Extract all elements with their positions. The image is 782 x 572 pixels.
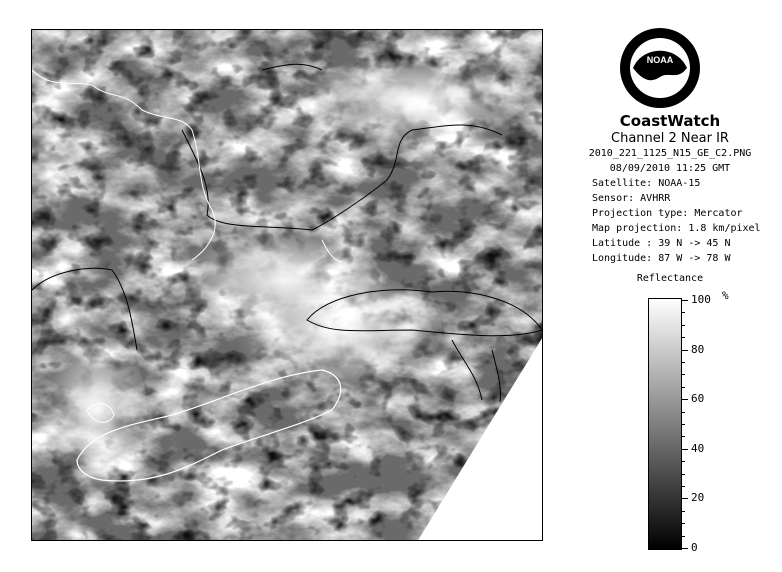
channel-label: Channel 2 Near IR xyxy=(611,131,729,146)
colorbar-tick-label: 100 xyxy=(691,293,711,306)
colorbar-minor-tick xyxy=(682,436,685,437)
colorbar-major-tick xyxy=(682,548,688,549)
colorbar-minor-tick xyxy=(682,461,685,462)
filename-label: 2010_221_1125_N15_GE_C2.PNG xyxy=(588,148,752,159)
colorbar-major-tick xyxy=(682,498,688,499)
logo-center-text: NOAA xyxy=(646,55,674,65)
bright-cloud-mass xyxy=(37,330,147,490)
colorbar-minor-tick xyxy=(682,424,685,425)
reflectance-colorbar xyxy=(648,298,682,550)
colorbar-minor-tick xyxy=(682,536,685,537)
colorbar-major-tick xyxy=(682,399,688,400)
colorbar-major-tick xyxy=(682,350,688,351)
colorbar-unit: % xyxy=(722,289,729,302)
colorbar-minor-tick xyxy=(682,374,685,375)
colorbar-minor-tick xyxy=(682,412,685,413)
colorbar-minor-tick xyxy=(682,523,685,524)
colorbar-tick-label: 0 xyxy=(691,541,698,554)
colorbar-minor-tick xyxy=(682,387,685,388)
colorbar-minor-tick xyxy=(682,362,685,363)
colorbar-minor-tick xyxy=(682,511,685,512)
colorbar-tick-label: 20 xyxy=(691,491,705,504)
colorbar-minor-tick xyxy=(682,486,685,487)
colorbar-minor-tick xyxy=(682,337,685,338)
colorbar-major-tick xyxy=(682,300,688,301)
product-title: CoastWatch xyxy=(619,112,721,130)
colorbar-major-tick xyxy=(682,449,688,450)
colorbar-tick-label: 40 xyxy=(691,442,705,455)
longitude-label: Longitude: 87 W -> 78 W xyxy=(592,253,731,264)
satellite-image-panel xyxy=(31,29,543,541)
satellite-label: Satellite: NOAA-15 xyxy=(592,178,701,189)
latitude-label: Latitude : 39 N -> 45 N xyxy=(592,238,731,249)
noaa-logo xyxy=(619,27,701,109)
colorbar-minor-tick xyxy=(682,325,685,326)
colorbar-title: Reflectance xyxy=(636,273,704,284)
satellite-image xyxy=(32,30,543,541)
sensor-label: Sensor: AVHRR xyxy=(592,193,671,204)
colorbar-tick-label: 80 xyxy=(691,343,705,356)
map-projection-label: Map projection: 1.8 km/pixel xyxy=(592,223,761,234)
colorbar-tick-label: 60 xyxy=(691,392,705,405)
bright-cloud-mass xyxy=(162,225,382,335)
datetime-label: 08/09/2010 11:25 GMT xyxy=(609,163,731,174)
colorbar-minor-tick xyxy=(682,474,685,475)
colorbar-minor-tick xyxy=(682,312,685,313)
projection-type-label: Projection type: Mercator xyxy=(592,208,743,219)
